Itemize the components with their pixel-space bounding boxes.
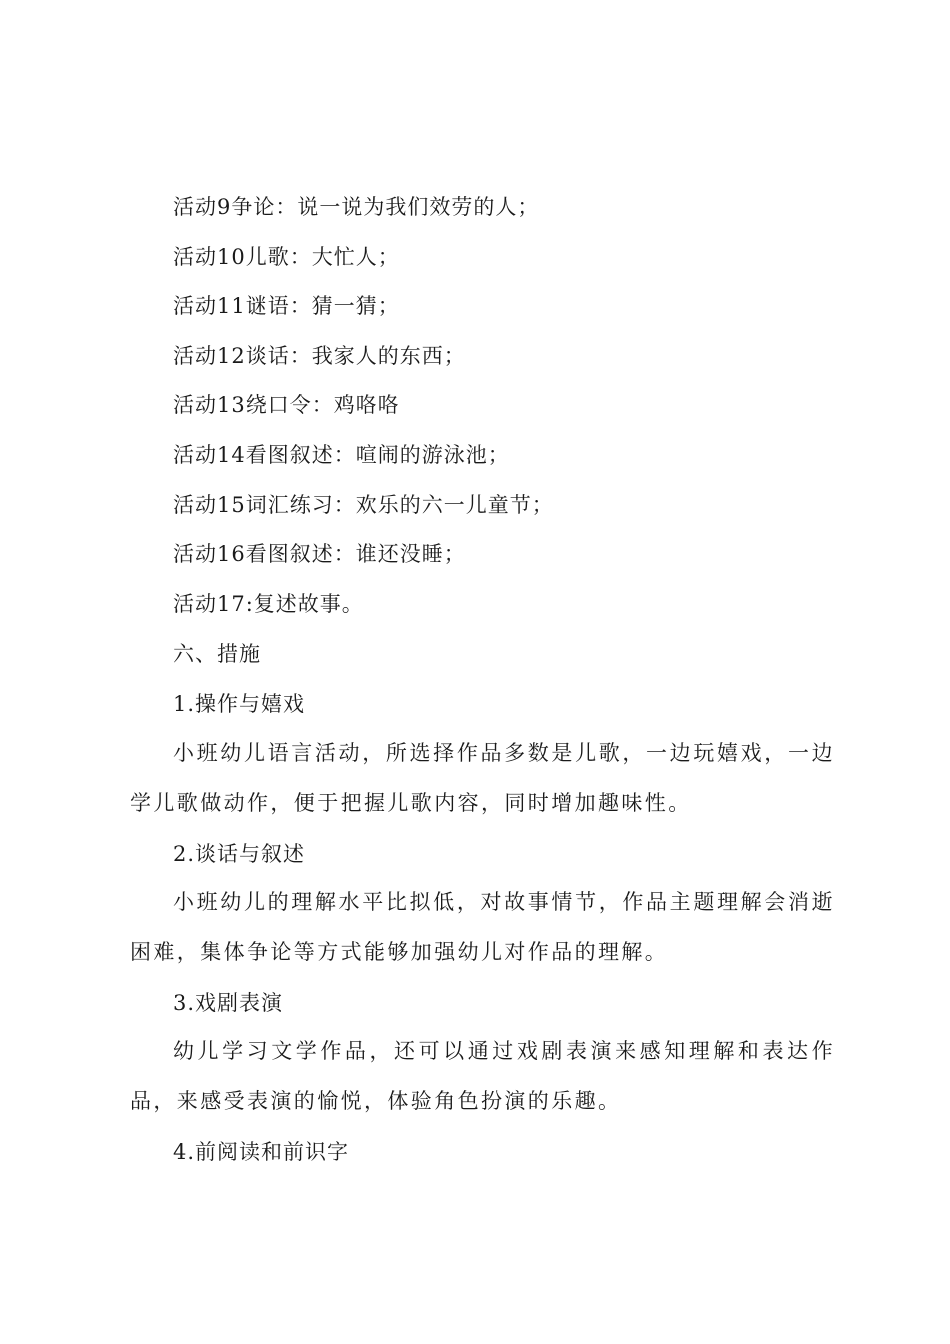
activity-item: 活动15词汇练习：欢乐的六一儿童节； bbox=[173, 493, 554, 517]
measure-heading: 4.前阅读和前识字 bbox=[173, 1140, 350, 1164]
measure-heading: 1.操作与嬉戏 bbox=[173, 692, 306, 716]
activity-item: 活动9争论：说一说为我们效劳的人； bbox=[173, 195, 540, 219]
measure-heading: 2.谈话与叙述 bbox=[173, 842, 306, 866]
activity-item: 活动13绕口令：鸡咯咯 bbox=[173, 393, 400, 417]
activity-item: 活动10儿歌：大忙人； bbox=[173, 245, 400, 269]
activity-item: 活动14看图叙述：喧闹的游泳池； bbox=[173, 443, 510, 467]
activity-item: 活动12谈话：我家人的东西； bbox=[173, 344, 466, 368]
measure-heading: 3.戏剧表演 bbox=[173, 991, 284, 1015]
measure-paragraph: 小班幼儿语言活动，所选择作品多数是儿歌，一边玩嬉戏，一边学儿歌做动作，便于把握儿歌内容，同时增加趣味性。 bbox=[130, 741, 835, 815]
section-title: 六、措施 bbox=[173, 642, 261, 666]
activity-item: 活动16看图叙述：谁还没睡； bbox=[173, 542, 466, 566]
activity-item: 活动17:复述故事。 bbox=[173, 592, 364, 616]
activity-item: 活动11谜语：猜一猜； bbox=[173, 294, 400, 318]
measure-paragraph: 小班幼儿的理解水平比拟低，对故事情节，作品主题理解会消逝困难，集体争论等方式能够加强幼儿对作品的理解。 bbox=[130, 890, 835, 964]
measure-paragraph: 幼儿学习文学作品，还可以通过戏剧表演来感知理解和表达作品，来感受表演的愉悦，体验角色扮演的乐趣。 bbox=[130, 1039, 835, 1113]
